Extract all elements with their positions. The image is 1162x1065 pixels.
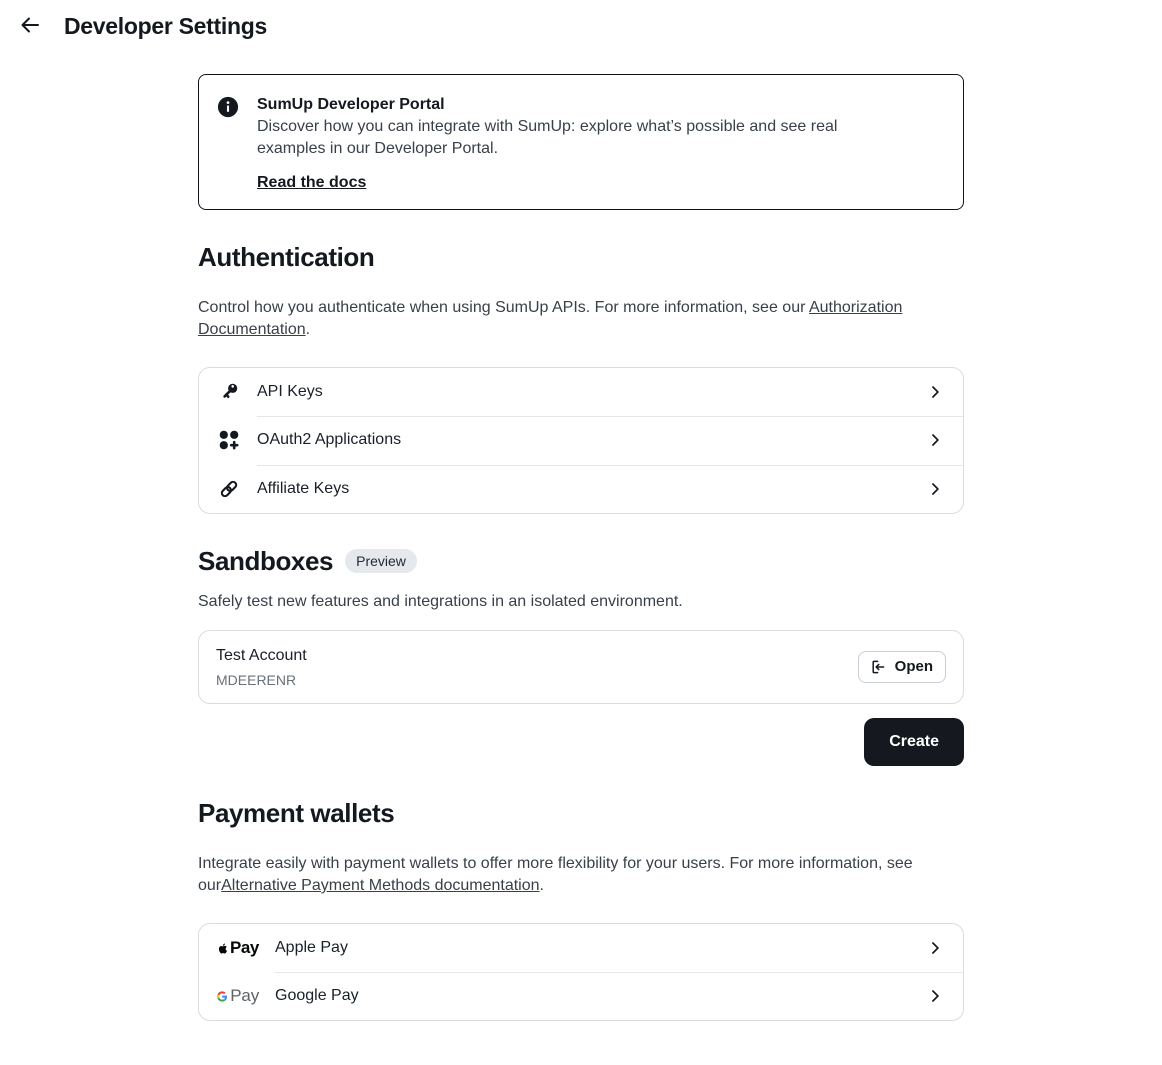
open-button-label: Open: [894, 658, 933, 676]
list-item-google-pay[interactable]: [199, 972, 963, 1020]
authentication-description: [198, 297, 964, 341]
authentication-section: [198, 242, 964, 514]
list-item-apple-pay[interactable]: [199, 924, 963, 972]
list-item-label: Google Pay: [275, 987, 359, 1005]
authentication-description-text: Control how you authenticate when using SumUp APIs. For more information, see our: [198, 299, 809, 316]
page-title: Developer Settings: [64, 12, 267, 39]
payment-wallets-description-period: .: [539, 876, 544, 894]
list-item-label: Apple Pay: [275, 939, 348, 957]
apps-plus-icon: [217, 428, 241, 452]
google-pay-logo: [217, 986, 259, 1006]
chain-link-icon: [217, 477, 241, 501]
payment-wallets-section: [198, 798, 964, 1022]
list-item-label: Affiliate Keys: [257, 479, 350, 497]
preview-badge: Preview: [345, 549, 417, 573]
list-item-label: API Keys: [257, 383, 323, 401]
info-box-content: [257, 94, 877, 192]
info-box-title: SumUp Developer Portal: [257, 96, 445, 113]
page-header: [0, 0, 1162, 52]
list-item-affiliate-keys[interactable]: [199, 465, 963, 513]
google-pay-logo-text: Pay: [230, 986, 259, 1006]
sandbox-account-name: Test Account: [216, 646, 307, 664]
enter-icon: [869, 658, 887, 676]
list-item-oauth2-applications[interactable]: [199, 416, 963, 464]
authentication-heading: Authentication: [198, 242, 375, 272]
info-box: [198, 74, 964, 210]
chevron-right-icon: [925, 479, 945, 499]
back-button[interactable]: [16, 12, 44, 40]
payment-wallets-description-text: Integrate easily with payment wallets to offer more flexibility for your users. For more information, see our: [198, 854, 913, 894]
payment-wallets-list: [198, 923, 964, 1022]
chevron-right-icon: [925, 938, 945, 958]
info-icon: [217, 96, 239, 118]
open-sandbox-button[interactable]: [858, 651, 946, 683]
payment-wallets-heading: Payment wallets: [198, 797, 395, 828]
create-sandbox-button[interactable]: Create: [864, 718, 964, 766]
sandboxes-heading-row: [198, 546, 964, 576]
authentication-list: [198, 367, 964, 514]
sandbox-account-info: [216, 645, 307, 689]
chevron-right-icon: [925, 382, 945, 402]
chevron-right-icon: [925, 986, 945, 1006]
apple-pay-logo-text: Pay: [229, 938, 259, 958]
create-row: [198, 718, 964, 766]
sandboxes-description: Safely test new features and integrations in an isolated environment.: [198, 592, 683, 610]
key-icon: [217, 380, 241, 404]
info-box-body: Discover how you can integrate with SumUp: explore what’s possible and see real examples in our Developer Portal.: [257, 118, 838, 157]
list-item-api-keys[interactable]: [199, 368, 963, 416]
alternative-payment-methods-link[interactable]: Alternative Payment Methods documentation: [221, 876, 540, 894]
sandbox-account-code: MDEERENR: [216, 671, 297, 688]
sandboxes-section: [198, 546, 964, 766]
read-the-docs-link[interactable]: Read the docs: [257, 174, 367, 191]
chevron-right-icon: [925, 430, 945, 450]
sandboxes-heading: Sandboxes: [198, 545, 334, 576]
apple-pay-logo: [217, 938, 259, 958]
sandbox-account-card: [198, 630, 964, 704]
content: [198, 74, 964, 1021]
authentication-description-period: .: [305, 321, 311, 338]
authorization-documentation-link[interactable]: Authorization Documentation: [198, 299, 903, 338]
list-item-label: OAuth2 Applications: [257, 431, 402, 449]
arrow-left-icon: [18, 13, 42, 40]
payment-wallets-description: [198, 853, 964, 897]
